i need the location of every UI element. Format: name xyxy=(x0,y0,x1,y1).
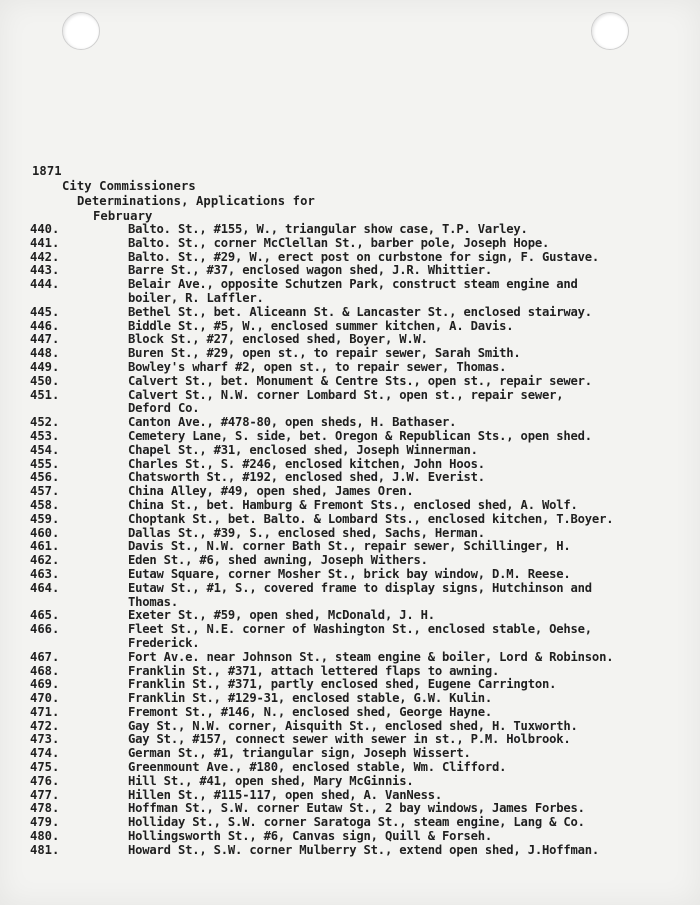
entry-text: Calvert St., bet. Monument & Centre Sts., open st., repair sewer. xyxy=(128,373,592,388)
entry-number: 440. xyxy=(30,222,60,236)
entry-text: Chatsworth St., #192, enclosed shed, J.W. Everist. xyxy=(128,470,485,485)
list-item xyxy=(30,747,694,761)
entry-text: German St., #1, triangular sign, Joseph Wissert. xyxy=(128,746,471,761)
list-item xyxy=(30,223,694,237)
entry-number: 463. xyxy=(30,566,60,581)
entry-text: Hollingsworth St., #6, Canvas sign, Quill & Forseh. xyxy=(128,829,493,844)
entry-number: 443. xyxy=(30,263,60,278)
entry-text: Charles St., S. #246, enclosed kitchen, John Hoos. xyxy=(128,456,485,471)
entry-text: Howard St., S.W. corner Mulberry St., extend open shed, J.Hoffman. xyxy=(128,842,600,857)
entry-text: Calvert St., N.W. corner Lombard St., open st., repair sewer, Deford Co. xyxy=(128,387,564,416)
entry-number: 460. xyxy=(30,525,60,540)
entry-text: Exeter St., #59, open shed, McDonald, J. H. xyxy=(128,608,435,623)
header-subject: Determinations, Applications for xyxy=(77,194,315,208)
list-item xyxy=(30,775,694,789)
entry-number: 457. xyxy=(30,484,60,499)
list-item xyxy=(30,830,694,844)
entry-text: Barre St., #37, enclosed wagon shed, J.R. Whittier. xyxy=(128,263,493,278)
list-item xyxy=(30,278,694,306)
entry-number: 480. xyxy=(30,829,60,844)
header-year: 1871 xyxy=(32,164,62,178)
entry-text: Cemetery Lane, S. side, bet. Oregon & Republican Sts., open shed. xyxy=(128,428,592,443)
entry-text: China St., bet. Hamburg & Fremont Sts., enclosed shed, A. Wolf. xyxy=(128,497,578,512)
entry-number: 448. xyxy=(30,346,60,361)
entry-text: Eutaw Square, corner Mosher St., brick bay window, D.M. Reese. xyxy=(128,566,571,581)
list-item xyxy=(30,251,694,265)
list-item xyxy=(30,375,694,389)
entry-number: 441. xyxy=(30,235,60,250)
list-item xyxy=(30,623,694,651)
header-department: City Commissioners xyxy=(62,179,196,193)
entry-number: 456. xyxy=(30,470,60,485)
entry-number: 449. xyxy=(30,359,60,374)
list-item xyxy=(30,678,694,692)
entry-text: Chapel St., #31, enclosed shed, Joseph Winnerman. xyxy=(128,442,478,457)
entry-text: Hoffman St., S.W. corner Eutaw St., 2 bay windows, James Forbes. xyxy=(128,801,585,816)
list-item xyxy=(30,444,694,458)
entry-number: 455. xyxy=(30,456,60,471)
entry-text: Gay St., #157, connect sewer with sewer in st., P.M. Holbrook. xyxy=(128,732,571,747)
entry-number: 445. xyxy=(30,304,60,319)
entry-number: 474. xyxy=(30,746,60,761)
list-item xyxy=(30,692,694,706)
entry-number: 444. xyxy=(30,277,60,292)
entry-number: 466. xyxy=(30,622,60,637)
entry-number: 454. xyxy=(30,442,60,457)
list-item xyxy=(30,802,694,816)
entry-text: Balto. St., #155, W., triangular show case, T.P. Varley. xyxy=(128,222,528,236)
list-item xyxy=(30,761,694,775)
entry-text: Bowley's wharf #2, open st., to repair sewer, Thomas. xyxy=(128,359,507,374)
entry-text: Davis St., N.W. corner Bath St., repair sewer, Schillinger, H. xyxy=(128,539,571,554)
entry-text: Fleet St., N.E. corner of Washington St., enclosed stable, Oehse, Frederick. xyxy=(128,622,592,650)
entry-text: Choptank St., bet. Balto. & Lombard Sts., enclosed kitchen, T.Boyer. xyxy=(128,511,614,526)
entry-text: Eden St., #6, shed awning, Joseph Withers. xyxy=(128,553,428,568)
entry-number: 465. xyxy=(30,608,60,623)
entry-number: 481. xyxy=(30,842,60,857)
punch-hole-left xyxy=(62,12,100,50)
list-item xyxy=(30,720,694,734)
list-item xyxy=(30,816,694,830)
entry-number: 453. xyxy=(30,428,60,443)
entry-text: Gay St., N.W. corner, Aisquith St., enclosed shed, H. Tuxworth. xyxy=(128,718,578,733)
entry-text: Hill St., #41, open shed, Mary McGinnis. xyxy=(128,773,414,788)
entry-number: 477. xyxy=(30,787,60,802)
entry-number: 472. xyxy=(30,718,60,733)
entry-text: Balto. St., #29, W., erect post on curbstone for sign, F. Gustave. xyxy=(128,249,600,264)
list-item xyxy=(30,789,694,803)
entry-number: 467. xyxy=(30,649,60,664)
entry-text: Fremont St., #146, N., enclosed shed, George Hayne. xyxy=(128,704,493,719)
entry-text: China Alley, #49, open shed, James Oren. xyxy=(128,484,414,499)
entry-number: 479. xyxy=(30,815,60,830)
entry-number: 451. xyxy=(30,387,60,402)
list-item xyxy=(30,540,694,554)
list-item xyxy=(30,458,694,472)
list-item xyxy=(30,706,694,720)
list-item xyxy=(30,513,694,527)
list-item xyxy=(30,264,694,278)
list-item xyxy=(30,333,694,347)
list-item xyxy=(30,554,694,568)
list-item xyxy=(30,527,694,541)
list-item xyxy=(30,582,694,610)
entry-text: Franklin St., #371, partly enclosed shed, Eugene Carrington. xyxy=(128,677,557,692)
list-item xyxy=(30,651,694,665)
entry-number: 475. xyxy=(30,760,60,775)
list-item xyxy=(30,733,694,747)
list-item xyxy=(30,665,694,679)
entry-text: Hillen St., #115-117, open shed, A. VanNess. xyxy=(128,787,443,802)
list-item xyxy=(30,471,694,485)
entry-number: 462. xyxy=(30,553,60,568)
entry-number: 442. xyxy=(30,249,60,264)
header-month: February xyxy=(93,209,153,223)
list-item xyxy=(30,485,694,499)
entry-text: Fort Av.e. near Johnson St., steam engine & boiler, Lord & Robinson. xyxy=(128,649,614,664)
entry-number: 450. xyxy=(30,373,60,388)
list-item xyxy=(30,430,694,444)
entry-number: 470. xyxy=(30,691,60,706)
entry-text: Franklin St., #371, attach lettered flaps to awning. xyxy=(128,663,500,678)
entry-text: Bethel St., bet. Aliceann St. & Lancaster St., enclosed stairway. xyxy=(128,304,592,319)
punch-hole-right xyxy=(591,12,629,50)
entry-text: Biddle St., #5, W., enclosed summer kitchen, A. Davis. xyxy=(128,318,514,333)
list-item xyxy=(30,320,694,334)
entry-number: 447. xyxy=(30,332,60,347)
entry-number: 471. xyxy=(30,704,60,719)
list-item xyxy=(30,389,694,417)
entry-text: Belair Ave., opposite Schutzen Park, construct steam engine and boiler, R. Laffler. xyxy=(128,277,578,305)
list-item xyxy=(30,609,694,623)
entry-number: 478. xyxy=(30,801,60,816)
entry-text: Franklin St., #129-31, enclosed stable, G.W. Kulin. xyxy=(128,691,493,706)
entry-number: 461. xyxy=(30,539,60,554)
entry-list xyxy=(30,223,694,858)
list-item xyxy=(30,568,694,582)
entry-text: Greenmount Ave., #180, enclosed stable, Wm. Clifford. xyxy=(128,760,507,775)
entry-number: 446. xyxy=(30,318,60,333)
entry-text: Dallas St., #39, S., enclosed shed, Sachs, Herman. xyxy=(128,525,485,540)
entry-number: 473. xyxy=(30,732,60,747)
entry-text: Buren St., #29, open st., to repair sewer, Sarah Smith. xyxy=(128,346,521,361)
entry-text: Block St., #27, enclosed shed, Boyer, W.W. xyxy=(128,332,428,347)
entry-text: Eutaw St., #1, S., covered frame to display signs, Hutchinson and Thomas. xyxy=(128,580,592,609)
list-item xyxy=(30,416,694,430)
entry-number: 458. xyxy=(30,497,60,512)
entry-number: 464. xyxy=(30,580,60,595)
entry-number: 468. xyxy=(30,663,60,678)
entry-number: 459. xyxy=(30,511,60,526)
list-item xyxy=(30,306,694,320)
entry-text: Canton Ave., #478-80, open sheds, H. Bathaser. xyxy=(128,415,457,430)
entry-number: 469. xyxy=(30,677,60,692)
entry-number: 452. xyxy=(30,415,60,430)
list-item xyxy=(30,347,694,361)
entry-number: 476. xyxy=(30,773,60,788)
list-item xyxy=(30,237,694,251)
entry-text: Holliday St., S.W. corner Saratoga St., steam engine, Lang & Co. xyxy=(128,815,585,830)
entry-text: Balto. St., corner McClellan St., barber pole, Joseph Hope. xyxy=(128,235,550,250)
list-item xyxy=(30,844,694,858)
list-item xyxy=(30,361,694,375)
document-header xyxy=(32,164,690,224)
list-item xyxy=(30,499,694,513)
